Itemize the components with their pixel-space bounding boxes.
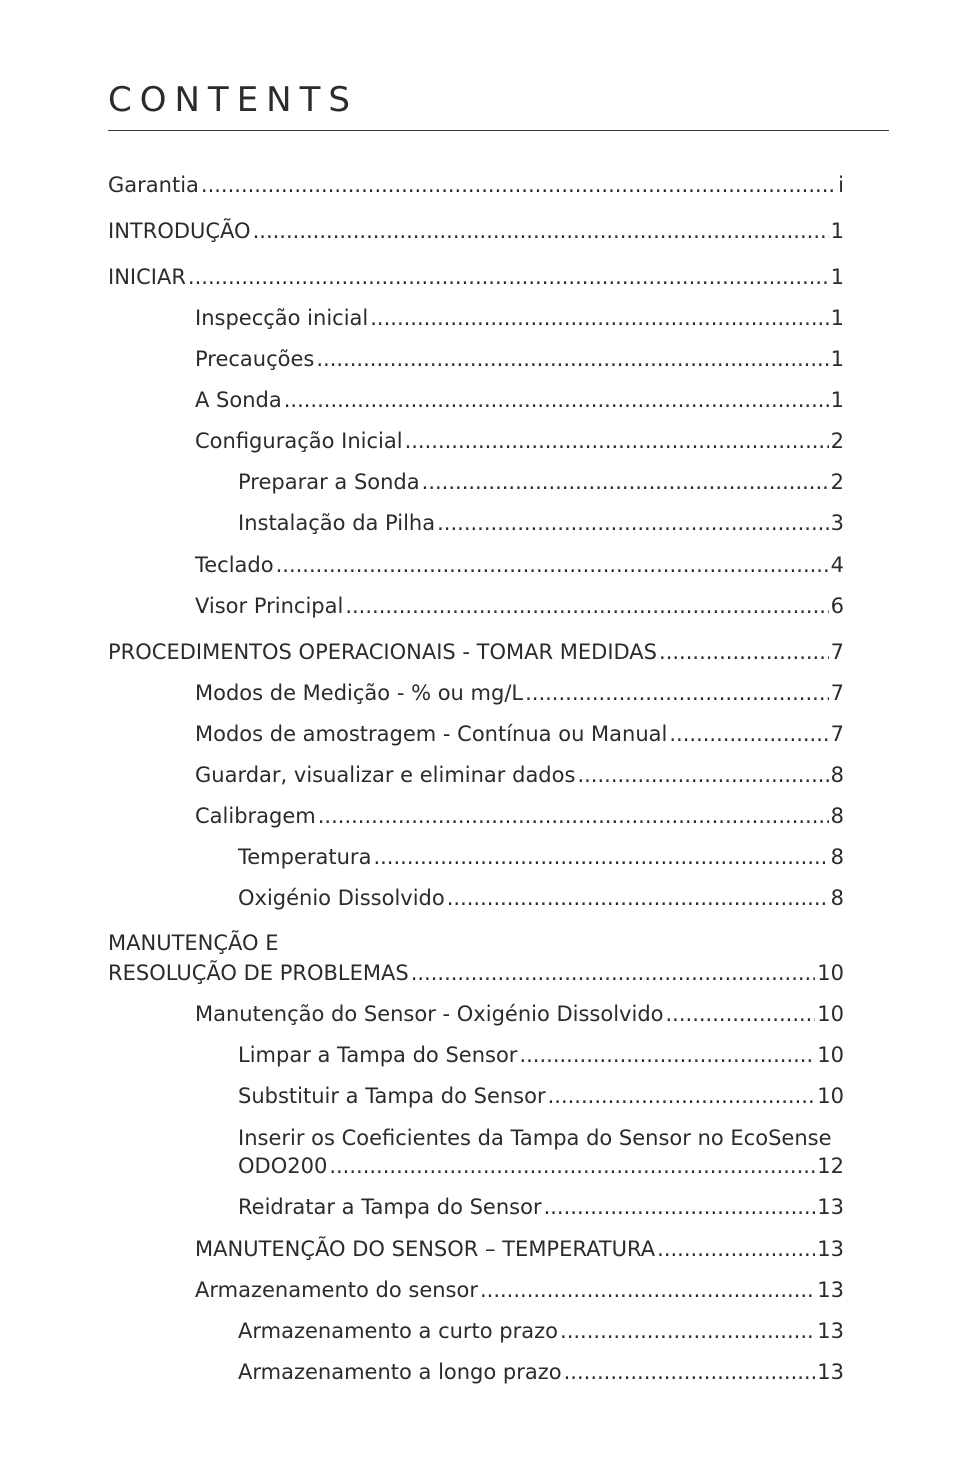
leader-dots	[564, 1359, 816, 1385]
leader-dots	[560, 1318, 815, 1344]
toc-entry[interactable]	[238, 885, 844, 911]
toc-entry-page: 13	[817, 1360, 844, 1384]
toc-entry-page: 13	[817, 1237, 844, 1261]
toc-entry[interactable]	[108, 960, 844, 986]
toc-entry-title: Reidratar a Tampa do Sensor	[238, 1195, 542, 1219]
toc-entry-page: 1	[830, 219, 844, 243]
leader-dots	[657, 1236, 815, 1262]
toc-entry-title: PROCEDIMENTOS OPERACIONAIS - TOMAR MEDIDAS	[108, 640, 658, 664]
toc-entry-first-line: MANUTENÇÃO E	[108, 931, 279, 955]
toc-entry-title: A Sonda	[195, 388, 282, 412]
toc-entry-title: ODO200	[238, 1154, 328, 1178]
toc-entry[interactable]	[238, 1194, 844, 1220]
toc-entry-title: RESOLUÇÃO DE PROBLEMAS	[108, 961, 409, 985]
leader-dots	[318, 803, 829, 829]
toc-entry-page: 13	[817, 1278, 844, 1302]
leader-dots	[480, 1277, 815, 1303]
toc-entry-title: Armazenamento a longo prazo	[238, 1360, 562, 1384]
toc-entry[interactable]	[195, 803, 844, 829]
toc-entry-page: i	[838, 173, 844, 197]
toc-entry-title: Modos de Medição - % ou mg/L	[195, 681, 524, 705]
leader-dots	[253, 218, 829, 244]
toc-entry[interactable]	[195, 762, 844, 788]
toc-entry-page: 10	[817, 1043, 844, 1067]
toc-entry[interactable]	[108, 264, 844, 290]
toc-entry[interactable]	[238, 1359, 844, 1385]
leader-dots	[411, 960, 816, 986]
leader-dots	[437, 510, 829, 536]
toc-entry[interactable]	[238, 510, 844, 536]
toc-entry-page: 1	[830, 388, 844, 412]
leader-dots	[519, 1042, 815, 1068]
leader-dots	[370, 305, 828, 331]
toc-entry-title: Modos de amostragem - Contínua ou Manual	[195, 722, 668, 746]
leader-dots	[422, 469, 829, 495]
leader-dots	[405, 428, 829, 454]
toc-entry-page: 3	[830, 511, 844, 535]
toc-entry-page: 10	[817, 961, 844, 985]
toc-entry-page: 13	[817, 1319, 844, 1343]
toc-entry-title: Preparar a Sonda	[238, 470, 420, 494]
toc-entry-page: 1	[830, 306, 844, 330]
toc-entry-page: 1	[830, 265, 844, 289]
leader-dots	[284, 387, 829, 413]
toc-entry[interactable]	[108, 218, 844, 244]
toc-entry-title: Limpar a Tampa do Sensor	[238, 1043, 518, 1067]
toc-entry-title: Inspecção inicial	[195, 306, 369, 330]
toc-entry-page: 2	[830, 429, 844, 453]
toc-entry-title: INICIAR	[108, 265, 186, 289]
toc-entry[interactable]	[238, 469, 844, 495]
toc-entry-title: Configuração Inicial	[195, 429, 403, 453]
toc-entry-title: MANUTENÇÃO DO SENSOR – TEMPERATURA	[195, 1237, 656, 1261]
toc-entry[interactable]	[195, 305, 844, 331]
leader-dots	[669, 721, 828, 747]
toc-entry-title: INTRODUÇÃO	[108, 219, 251, 243]
toc-entry-title: Garantia	[108, 173, 199, 197]
leader-dots	[201, 172, 836, 198]
toc-entry-page: 8	[830, 845, 844, 869]
toc-entry-page: 8	[830, 804, 844, 828]
toc-entry-title: Oxigénio Dissolvido	[238, 886, 445, 910]
toc-entry-title: Substituir a Tampa do Sensor	[238, 1084, 546, 1108]
toc-entry-title: Manutenção do Sensor - Oxigénio Dissolvido	[195, 1002, 664, 1026]
leader-dots	[373, 844, 828, 870]
toc-entry-page: 7	[830, 640, 844, 664]
toc-entry-title: Teclado	[195, 553, 274, 577]
toc-entry[interactable]	[108, 172, 844, 198]
toc-entry[interactable]	[195, 346, 844, 372]
toc-entry-page: 7	[830, 722, 844, 746]
toc-entry[interactable]	[195, 552, 844, 578]
heading-rule	[108, 130, 889, 131]
toc-entry-page: 10	[817, 1084, 844, 1108]
toc-entry-page: 6	[830, 594, 844, 618]
leader-dots	[666, 1001, 816, 1027]
toc-entry-title: Visor Principal	[195, 594, 344, 618]
toc-entry[interactable]	[195, 721, 844, 747]
toc-entry-page: 2	[830, 470, 844, 494]
leader-dots	[659, 639, 829, 665]
toc-entry-page: 8	[830, 763, 844, 787]
leader-dots	[345, 593, 828, 619]
toc-entry-title: Guardar, visualizar e eliminar dados	[195, 763, 576, 787]
leader-dots	[447, 885, 829, 911]
contents-heading: CONTENTS	[108, 80, 358, 120]
toc-entry-title: Precauções	[195, 347, 315, 371]
toc-entry-first-line: Inserir os Coeficientes da Tampa do Sensor no EcoSense	[238, 1126, 832, 1150]
toc-entry[interactable]	[238, 1153, 844, 1179]
toc-entry[interactable]	[195, 387, 844, 413]
leader-dots	[548, 1083, 816, 1109]
leader-dots	[525, 680, 829, 706]
toc-entry[interactable]	[238, 844, 844, 870]
leader-dots	[329, 1153, 815, 1179]
toc-entry[interactable]	[195, 1236, 844, 1262]
toc-entry[interactable]	[238, 1083, 844, 1109]
toc-entry[interactable]	[195, 593, 844, 619]
toc-entry[interactable]	[195, 428, 844, 454]
leader-dots	[544, 1194, 816, 1220]
toc-entry-page: 10	[817, 1002, 844, 1026]
toc-entry-title: Instalação da Pilha	[238, 511, 436, 535]
toc-entry-page: 12	[817, 1154, 844, 1178]
toc-entry[interactable]	[238, 1042, 844, 1068]
toc-entry[interactable]	[238, 1318, 844, 1344]
leader-dots	[577, 762, 828, 788]
toc-entry-page: 13	[817, 1195, 844, 1219]
toc-entry-title: Armazenamento do sensor	[195, 1278, 478, 1302]
toc-entry[interactable]	[195, 1001, 844, 1027]
toc-entry-page: 1	[830, 347, 844, 371]
toc-entry[interactable]	[195, 1277, 844, 1303]
toc-entry-title: Temperatura	[238, 845, 372, 869]
toc-entry-title: Calibragem	[195, 804, 316, 828]
leader-dots	[188, 264, 829, 290]
toc-entry-page: 4	[830, 553, 844, 577]
toc-entry-page: 7	[830, 681, 844, 705]
leader-dots	[316, 346, 828, 372]
toc-entry[interactable]	[108, 639, 844, 665]
leader-dots	[276, 552, 829, 578]
toc-entry[interactable]	[195, 680, 844, 706]
toc-entry-page: 8	[830, 886, 844, 910]
toc-entry-title: Armazenamento a curto prazo	[238, 1319, 559, 1343]
